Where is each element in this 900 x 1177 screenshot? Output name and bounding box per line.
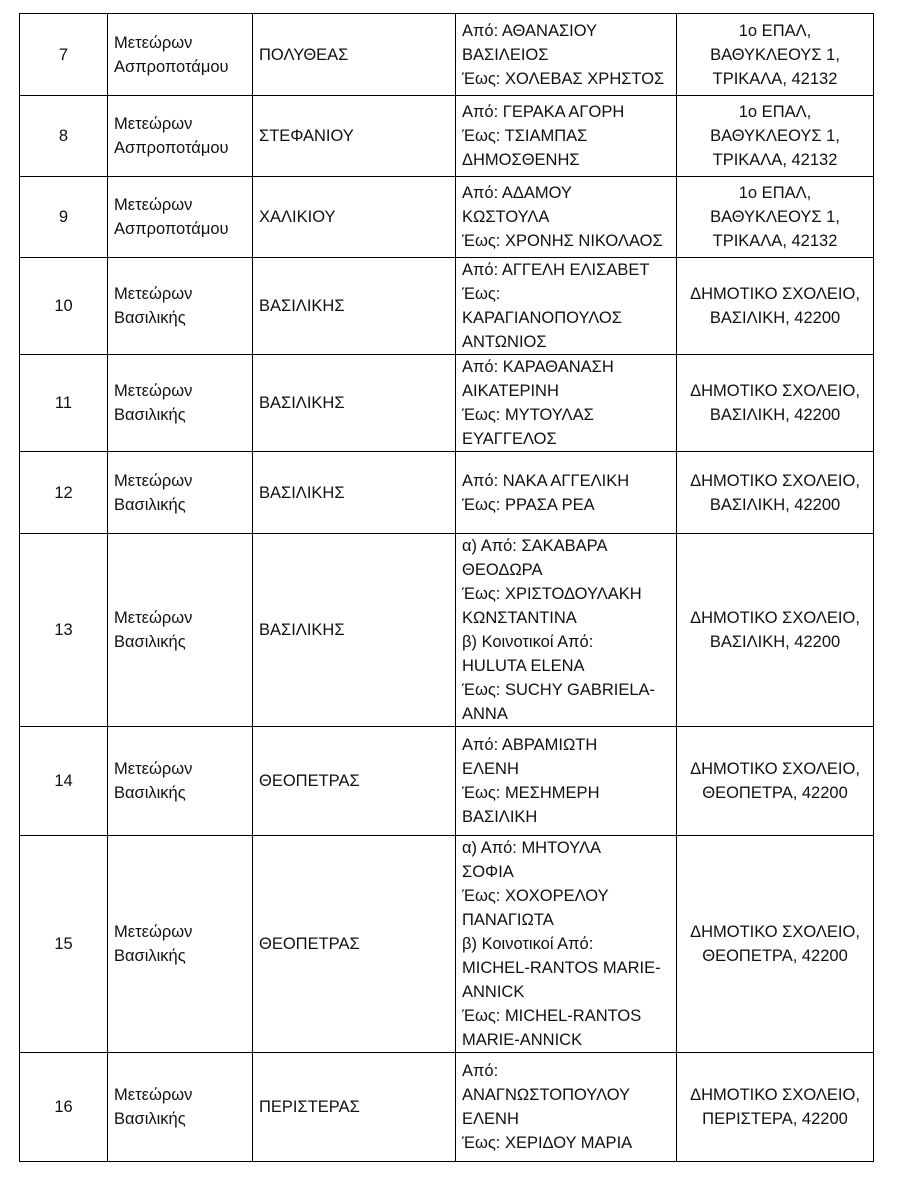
municipality-line: Μετεώρων	[114, 196, 193, 214]
row-number: 13	[54, 621, 73, 639]
table-row	[20, 96, 874, 177]
polling-location-line: ΔΗΜΟΤΙΚΟ ΣΧΟΛΕΙΟ,	[690, 760, 860, 778]
electoral-unit: ΣΤΕΦΑΝΙΟΥ	[259, 127, 354, 145]
polling-location-cell	[677, 452, 874, 534]
municipality-line: Βασιλικής	[114, 406, 186, 424]
voter-range-line: α) Από: ΜΗΤΟΥΛΑ	[462, 839, 601, 857]
municipality-line: Μετεώρων	[114, 760, 193, 778]
electoral-unit: ΒΑΣΙΛΙΚΗΣ	[259, 621, 345, 639]
voter-range-line: ΑΙΚΑΤΕΡΙΝΗ	[462, 382, 559, 400]
table-row	[20, 452, 874, 534]
polling-location-line: 1ο ΕΠΑΛ,	[738, 103, 812, 121]
municipality-cell	[108, 14, 253, 96]
electoral-unit-cell	[253, 534, 456, 727]
voter-range-line: ΒΑΣΙΛΙΚΗ	[462, 808, 538, 826]
voter-range-line: ΕΥΑΓΓΕΛΟΣ	[462, 430, 557, 448]
voter-range-line: β) Κοινοτικοί Από:	[462, 633, 594, 651]
table-row	[20, 727, 874, 836]
polling-location-cell	[677, 355, 874, 452]
voter-range-line: ΑΝΝΑ	[462, 705, 508, 723]
table-body	[20, 14, 874, 1162]
table-row	[20, 258, 874, 355]
voter-range-cell	[456, 258, 677, 355]
municipality-line: Ασπροποτάμου	[114, 139, 229, 157]
municipality-line: Μετεώρων	[114, 285, 193, 303]
row-number: 7	[58, 45, 69, 64]
electoral-unit: ΠΕΡΙΣΤΕΡΑΣ	[259, 1098, 360, 1116]
voter-range-line: Έως: ΧΟΧΟΡΕΛΟΥ	[462, 887, 609, 905]
voter-range-line: ΚΑΡΑΓΙΑΝΟΠΟΥΛΟΣ	[462, 309, 622, 327]
electoral-unit: ΒΑΣΙΛΙΚΗΣ	[259, 483, 345, 502]
voter-range-line: ΔΗΜΟΣΘΕΝΗΣ	[462, 151, 580, 169]
municipality-cell	[108, 452, 253, 534]
voter-range-line: ΠΑΝΑΓΙΩΤΑ	[462, 911, 554, 929]
table-row	[20, 534, 874, 727]
polling-location-line: ΒΑΣΙΛΙΚΗ, 42200	[709, 406, 841, 424]
voter-range-line: ΑΝΑΓΝΩΣΤΟΠΟΥΛΟΥ	[462, 1086, 631, 1104]
table-row	[20, 836, 874, 1053]
row-number: 12	[54, 483, 73, 502]
voter-range-line: MICHEL-RANTOS MARIE-	[462, 959, 661, 977]
row-number: 14	[54, 772, 73, 790]
polling-location-line: ΔΗΜΟΤΙΚΟ ΣΧΟΛΕΙΟ,	[690, 1086, 860, 1104]
document-page	[19, 13, 873, 1162]
voter-range-line: ΕΛΕΝΗ	[462, 760, 519, 778]
voter-range-line: Από: ΑΔΑΜΟΥ	[462, 184, 572, 202]
polling-location-line: ΒΑΘΥΚΛΕΟΥΣ 1,	[710, 208, 840, 226]
voter-range-line: Από: ΑΒΡΑΜΙΩΤΗ	[462, 736, 598, 754]
voter-range-line: Έως: ΜΥΤΟΥΛΑΣ	[462, 406, 594, 424]
electoral-unit: ΒΑΣΙΛΙΚΗΣ	[259, 394, 345, 412]
electoral-unit-cell	[253, 452, 456, 534]
row-number-cell	[20, 96, 108, 177]
voter-range-line: Από: ΓΕΡΑΚΑ ΑΓΟΡΗ	[462, 103, 625, 121]
row-number-cell	[20, 258, 108, 355]
polling-location-line: ΔΗΜΟΤΙΚΟ ΣΧΟΛΕΙΟ,	[690, 382, 860, 400]
voter-range-line: Έως: ΡΡΑΣΑ ΡΕΑ	[462, 495, 595, 514]
electoral-unit-cell	[253, 14, 456, 96]
polling-location-line: ΒΑΘΥΚΛΕΟΥΣ 1,	[710, 127, 840, 145]
polling-location-line: ΔΗΜΟΤΙΚΟ ΣΧΟΛΕΙΟ,	[690, 285, 860, 303]
polling-location-line: ΔΗΜΟΤΙΚΟ ΣΧΟΛΕΙΟ,	[690, 923, 860, 941]
voter-range-line: Έως: ΧΡΙΣΤΟΔΟΥΛΑΚΗ	[462, 585, 642, 603]
row-number-cell	[20, 355, 108, 452]
municipality-line: Μετεώρων	[114, 609, 193, 627]
voter-range-line: HULUTA ELENA	[462, 657, 585, 675]
voter-range-line: ΚΩΣΤΟΥΛΑ	[462, 208, 550, 226]
electoral-unit-cell	[253, 177, 456, 258]
municipality-line: Ασπροποτάμου	[114, 57, 229, 76]
voter-range-line: Από:	[462, 1062, 499, 1080]
row-number-cell	[20, 177, 108, 258]
voter-range-line: ΚΩΝΣΤΑΝΤΙΝΑ	[462, 609, 577, 627]
municipality-line: Μετεώρων	[114, 115, 193, 133]
polling-location-line: ΒΑΘΥΚΛΕΟΥΣ 1,	[710, 45, 840, 64]
electoral-unit: ΒΑΣΙΛΙΚΗΣ	[259, 297, 345, 315]
voter-range-line: Έως: ΧΟΛΕΒΑΣ ΧΡΗΣΤΟΣ	[462, 69, 665, 88]
row-number: 11	[54, 394, 73, 412]
municipality-line: Βασιλικής	[114, 309, 186, 327]
electoral-unit-cell	[253, 836, 456, 1053]
voter-range-line: β) Κοινοτικοί Από:	[462, 935, 594, 953]
voter-range-cell	[456, 355, 677, 452]
voter-range-line: ΒΑΣΙΛΕΙΟΣ	[462, 45, 549, 64]
municipality-line: Μετεώρων	[114, 923, 193, 941]
municipality-cell	[108, 177, 253, 258]
electoral-unit-cell	[253, 258, 456, 355]
municipality-line: Βασιλικής	[114, 495, 186, 514]
electoral-unit-cell	[253, 1053, 456, 1162]
municipality-cell	[108, 355, 253, 452]
row-number-cell	[20, 836, 108, 1053]
municipality-line: Μετεώρων	[114, 1086, 193, 1104]
municipality-line: Βασιλικής	[114, 633, 186, 651]
row-number-cell	[20, 727, 108, 836]
row-number-cell	[20, 534, 108, 727]
voter-range-line: Από: ΝΑΚΑ ΑΓΓΕΛΙΚΗ	[462, 471, 630, 490]
voter-range-line: Έως: ΧΡΟΝΗΣ ΝΙΚΟΛΑΟΣ	[462, 232, 663, 250]
polling-location-line: ΘΕΟΠΕΤΡΑ, 42200	[702, 947, 848, 965]
polling-location-line: ΔΗΜΟΤΙΚΟ ΣΧΟΛΕΙΟ,	[690, 609, 860, 627]
polling-location-line: ΒΑΣΙΛΙΚΗ, 42200	[709, 633, 841, 651]
table-row	[20, 14, 874, 96]
polling-location-cell	[677, 534, 874, 727]
voter-range-line: ΣΟΦΙΑ	[462, 863, 514, 881]
voter-range-line: ΑΝΤΩΝΙΟΣ	[462, 333, 547, 351]
polling-location-line: ΠΕΡΙΣΤΕΡΑ, 42200	[702, 1110, 848, 1128]
voter-range-cell	[456, 96, 677, 177]
municipality-cell	[108, 258, 253, 355]
voter-range-cell	[456, 534, 677, 727]
polling-location-line: ΒΑΣΙΛΙΚΗ, 42200	[709, 309, 841, 327]
polling-location-cell	[677, 1053, 874, 1162]
polling-location-cell	[677, 14, 874, 96]
municipality-line: Βασιλικής	[114, 784, 186, 802]
voter-range-cell	[456, 14, 677, 96]
row-number-cell	[20, 1053, 108, 1162]
municipality-cell	[108, 727, 253, 836]
polling-location-cell	[677, 836, 874, 1053]
voter-range-line: Από: ΚΑΡΑΘΑΝΑΣΗ	[462, 358, 614, 376]
voter-range-cell	[456, 177, 677, 258]
polling-location-line: 1ο ΕΠΑΛ,	[738, 21, 812, 40]
voter-range-line: Από: ΑΓΓΕΛΗ ΕΛΙΣΑΒΕΤ	[462, 261, 650, 279]
polling-stations-table	[19, 13, 874, 1162]
row-number: 16	[54, 1098, 73, 1116]
municipality-cell	[108, 836, 253, 1053]
voter-range-line: Έως: ΤΣΙΑΜΠΑΣ	[462, 127, 588, 145]
municipality-line: Μετεώρων	[114, 471, 193, 490]
municipality-line: Ασπροποτάμου	[114, 220, 229, 238]
polling-location-cell	[677, 177, 874, 258]
voter-range-line: Έως: MICHEL-RANTOS	[462, 1007, 642, 1025]
polling-location-cell	[677, 96, 874, 177]
voter-range-line: Έως: ΜΕΣΗΜΕΡΗ	[462, 784, 600, 802]
voter-range-line: ΘΕΟΔΩΡΑ	[462, 561, 543, 579]
electoral-unit: ΘΕΟΠΕΤΡΑΣ	[259, 772, 360, 790]
row-number-cell	[20, 14, 108, 96]
municipality-line: Μετεώρων	[114, 382, 193, 400]
voter-range-line: Έως: ΧΕΡΙΔΟΥ ΜΑΡΙΑ	[462, 1134, 633, 1152]
municipality-cell	[108, 96, 253, 177]
electoral-unit: ΘΕΟΠΕΤΡΑΣ	[259, 935, 360, 953]
row-number: 8	[58, 127, 69, 145]
municipality-line: Βασιλικής	[114, 1110, 186, 1128]
polling-location-line: ΘΕΟΠΕΤΡΑ, 42200	[702, 784, 848, 802]
municipality-line: Βασιλικής	[114, 947, 186, 965]
row-number: 10	[54, 297, 73, 315]
polling-location-line: 1ο ΕΠΑΛ,	[738, 184, 812, 202]
polling-location-line: ΤΡΙΚΑΛΑ, 42132	[712, 69, 838, 88]
voter-range-cell	[456, 836, 677, 1053]
voter-range-cell	[456, 727, 677, 836]
polling-location-line: ΤΡΙΚΑΛΑ, 42132	[712, 232, 838, 250]
voter-range-cell	[456, 452, 677, 534]
municipality-cell	[108, 1053, 253, 1162]
polling-location-cell	[677, 258, 874, 355]
voter-range-line: Έως: SUCHY GABRIELA-	[462, 681, 656, 699]
voter-range-line: α) Από: ΣΑΚΑΒΑΡΑ	[462, 537, 608, 555]
polling-location-line: ΤΡΙΚΑΛΑ, 42132	[712, 151, 838, 169]
electoral-unit: ΠΟΛΥΘΕΑΣ	[259, 45, 349, 64]
row-number-cell	[20, 452, 108, 534]
polling-location-cell	[677, 727, 874, 836]
electoral-unit-cell	[253, 727, 456, 836]
electoral-unit-cell	[253, 355, 456, 452]
voter-range-line: Από: ΑΘΑΝΑΣΙΟΥ	[462, 21, 598, 40]
row-number: 15	[54, 935, 73, 953]
voter-range-line: MARIE-ANNICK	[462, 1031, 583, 1049]
municipality-line: Μετεώρων	[114, 33, 193, 52]
polling-location-line: ΔΗΜΟΤΙΚΟ ΣΧΟΛΕΙΟ,	[690, 471, 860, 490]
electoral-unit-cell	[253, 96, 456, 177]
voter-range-cell	[456, 1053, 677, 1162]
table-row	[20, 1053, 874, 1162]
polling-location-line: ΒΑΣΙΛΙΚΗ, 42200	[709, 495, 841, 514]
voter-range-line: Έως:	[462, 285, 501, 303]
table-row	[20, 177, 874, 258]
voter-range-line: ΕΛΕΝΗ	[462, 1110, 519, 1128]
municipality-cell	[108, 534, 253, 727]
electoral-unit: ΧΑΛΙΚΙΟΥ	[259, 208, 336, 226]
table-row	[20, 355, 874, 452]
voter-range-line: ANNICK	[462, 983, 525, 1001]
row-number: 9	[58, 208, 69, 226]
